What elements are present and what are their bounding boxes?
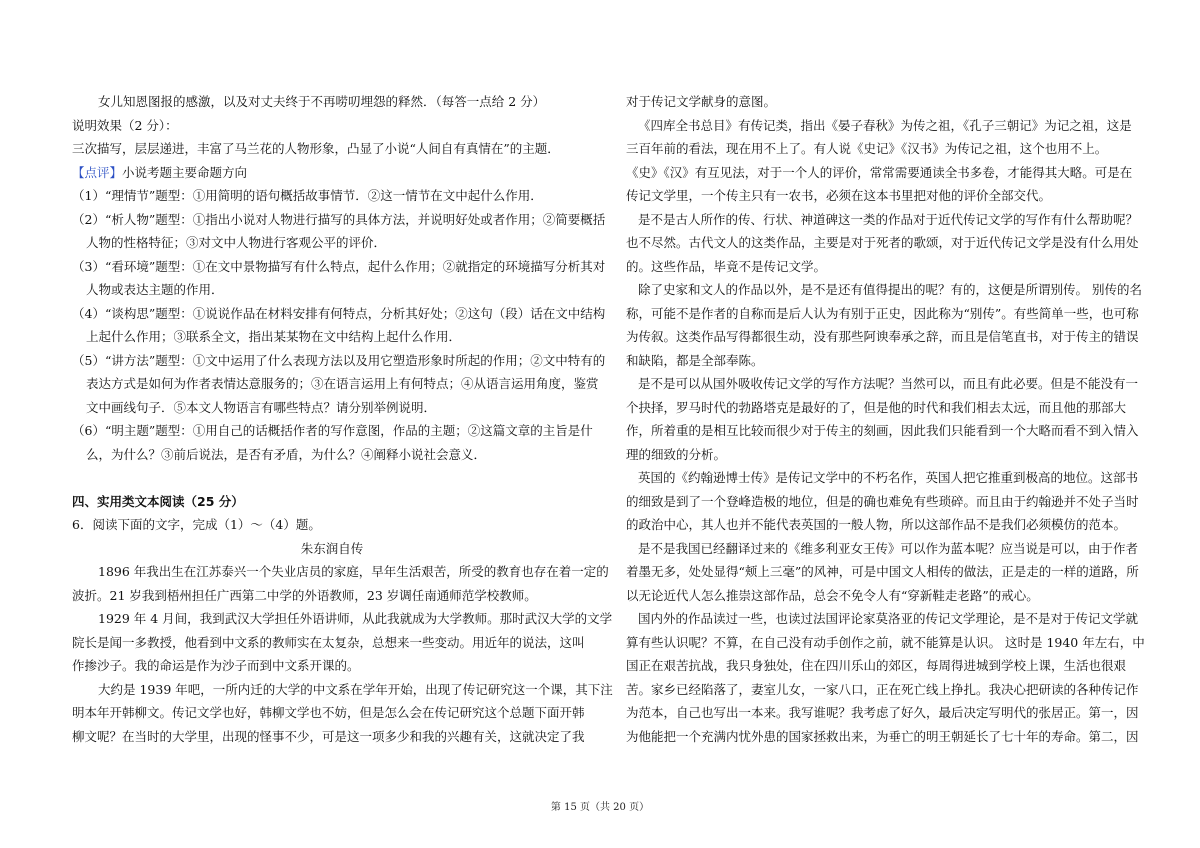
paragraph-line: 国内外的作品读过一些，也读过法国评论家莫洛亚的传记文学理论，是不是对于传记文学就 [638,611,1139,626]
paragraph-line: 三百年前的看法，现在用不上了。有人说《史记》《汉书》为传记之祖，这个也用不上。 [626,141,1108,156]
question-type-6: （6）“明主题”题型：①用自己的话概括作者的写作意图，作品的主题；②这篇文章的主旨是什 [72,423,593,438]
paragraph-line: 理的细致的分析。 [626,446,727,462]
paragraph-line: 是不是我国已经翻译过来的《维多利亚女王传》可以作为蓝本呢？应当说是可以，由于作者 [638,540,1139,556]
paragraph-line: 1929 年 4 月间，我到武汉大学担任外语讲师，从此我就成为大学教师。那时武汉大学的文学 [98,611,613,626]
paragraph-line: 对于传记文学献身的意图。 [626,94,777,109]
paragraph-line: 也不尽然。古代文人的这类作品，主要是对于死者的歌颂，对于近代传记文学是没有什么用处 [626,235,1139,250]
paragraph-line: 着墨无多，处处显得“颊上三毫”的风神，可是中国文人相传的做法，正是走的一样的道路，所 [626,564,1139,579]
paragraph-line: 算有些认识呢？不算，在自己没有动手创作之前，就不能算是认识。 这时是 1940 年左右，中 [626,634,1145,650]
question-type-1: （1）“理情节”题型：①用简明的语句概括故事情节．②这一情节在文中起什么作用． [72,188,543,203]
question-type-5-cont: 表达方式是如何为作者表情达意服务的；③在语言运用上有何特点；④从语言运用角度，鉴赏 [86,376,599,391]
paragraph-line: 的。这些作品，毕竟不是传记文学。 [626,258,827,274]
question-type-2: （2）“析人物”题型：①指出小说对人物进行描写的具体方法，并说明好处或者作用；②简要概括 [72,211,606,227]
question-type-6-cont: 么，为什么？③前后说法，是否有矛盾，为什么？④阐释小说社会意义． [86,446,487,462]
paragraph-line: 以无论近代人怎么推崇这部作品，总会不免令人有“穿新鞋走老路”的戒心。 [626,587,1039,603]
paragraph-line: 作掺沙子。我的命运是作为沙子而到中文系开课的。 [72,658,360,673]
paragraph-line: 波折。21 岁我到梧州担任广西第二中学的外语教师，23 岁调任南通师范学校教师。 [72,587,537,603]
paragraph-line: 称，可能不是作者的自称而是后人认为有别于正史，因此称为“别传”。有些简单一些，也可称 [626,305,1139,321]
paragraph-line: 个抉择，罗马时代的勃路塔克是最好的了，但是他的时代和我们相去太远，而且他的那部大 [626,399,1127,415]
paragraph-line: 院长是闻一多教授，他看到中文系的教师实在太复杂，总想来一些变动。用近年的说法，这叫 [72,634,585,650]
paragraph-line: 英国的《约翰逊博士传》是传记文学中的不朽名作，英国人把它推重到极高的地位。这部书 [638,470,1139,485]
paragraph-line: 传记文学里，一个传主只有一农书，必须在这本书里把对他的评价全部交代。 [626,188,1052,203]
paragraph-line: 柳文呢？在当时的大学里，出现的怪事不少，可是这一项多少和我的兴趣有关，这就决定了我 [72,728,585,744]
paragraph-line: 为传叙。这类作品写得都很生动，没有那些阿谀奉承之辞，而且是信笔直书，对于传主的错误 [626,329,1139,344]
question-type-5: （5）“讲方法”题型：①文中运用了什么表现方法以及用它塑造形象时所起的作用；②文中特有的 [72,352,606,368]
question-type-2-cont: 人物的性格特征；③对文中人物进行客观公平的评价． [86,235,387,250]
paragraph-line: 1896 年我出生在江苏泰兴一个失业店员的家庭，早年生活艰苦，所受的教育也存在着一定的 [98,564,609,579]
paragraph-line: 的政治中心，其人也并不能代表英国的一般人物，所以这部作品不是我们必须模仿的范本。 [626,517,1127,532]
paragraph-line: 大约是 1939 年吧，一所内迁的大学的中文系在学年开始，出现了传记研究这一个课，其下注 [98,681,613,697]
article-title: 朱东润自传 [300,540,364,556]
paragraph-line: 苦。家乡已经陷落了，妻室儿女，一家八口，正在死亡线上挣扎。我决心把研读的各种传记作 [626,681,1139,697]
paragraph-line: 除了史家和文人的作品以外，是不是还有值得提出的呢？有的，这便是所谓别传。 别传的名 [638,282,1142,297]
question-type-3: （3）“看环境”题型：①在文中景物描写有什么特点，起什么作用；②就指定的环境描写分析其对 [72,258,606,274]
paragraph-line: 是不是古人所作的传、行状、神道碑这一类的作品对于近代传记文学的写作有什么帮助呢？ [638,211,1139,227]
paragraph-line: 是不是可以从国外吸收传记文学的写作方法呢？当然可以，而且有此必要。但是不能没有一 [638,376,1139,391]
answer-heading: 说明效果（2 分）： [72,117,178,133]
paragraph-line: 国正在艰苦抗战，我只身独处，住在四川乐山的郊区，每周得进城到学校上课，生活也很艰 [626,658,1127,673]
paragraph-line: 的细致是到了一个登峰造极的地位，但是的确也难免有些琐碎。而且由于约翰逊并不处子当时 [626,493,1139,509]
comment-text: 小说考题主要命题方向 [122,164,248,180]
question-instruction: 6．阅读下面的文字，完成（1）～（4）题。 [72,517,321,532]
paragraph-line: 明本年开韩柳文。传记文学也好，韩柳文学也不妨，但是怎么会在传记研究这个总题下面开韩 [72,705,585,720]
question-type-4: （4）“谈构思”题型：①说说作品在材料安排有何特点，分析其好处；②这句（段）话在文中结构 [72,305,606,321]
paragraph-line: 《史》《汉》有互见法，对于一个人的评价，常常需要通读全书多卷，才能得其大略。可是在 [626,164,1133,180]
section-title: 四、实用类文本阅读（25 分） [72,493,244,509]
paragraph-line: 作，所着重的是相互比较而很少对于传主的刻画，因此我们只能看到一个大略而看不到入情入 [626,423,1139,438]
left-column [72,90,613,748]
right-column [626,90,1145,748]
paragraph-line: 为他能把一个充满内忧外患的国家拯救出来，为垂亡的明王朝延长了七十年的寿命。第二，因 [626,728,1139,744]
page-number: 第 15 页（共 20 页） [550,802,650,813]
question-type-5-cont: 文中画线句子．⑤本文人物语言有哪些特点？请分别举例说明． [86,399,437,415]
question-type-4-cont: 上起什么作用；③联系全文，指出某某物在文中结构上起什么作用． [86,329,462,344]
comment-tag: 【点评】 [72,164,123,180]
paragraph-line: 和缺陷，都是全部奉陈。 [626,352,764,368]
paragraph-line: 为范本，自己也写出一本来。我写谁呢？我考虑了好久，最后决定写明代的张居正。第一，因 [626,705,1139,720]
paragraph-line: 《四库全书总目》有传记类，指出《晏子春秋》为传之祖，《孔子三朝记》为记之祖，这是 [638,117,1132,133]
comment-line [72,161,592,185]
spacer [72,466,592,490]
answer-line: 女儿知恩图报的感激，以及对丈夫终于不再唠叨埋怨的释然．（每答一点给 2 分） [98,94,546,109]
question-type-3-cont: 人物或表达主题的作用． [86,282,224,297]
answer-line: 三次描写，层层递进，丰富了马兰花的人物形象，凸显了小说“人间自有真情在”的主题． [72,141,560,156]
